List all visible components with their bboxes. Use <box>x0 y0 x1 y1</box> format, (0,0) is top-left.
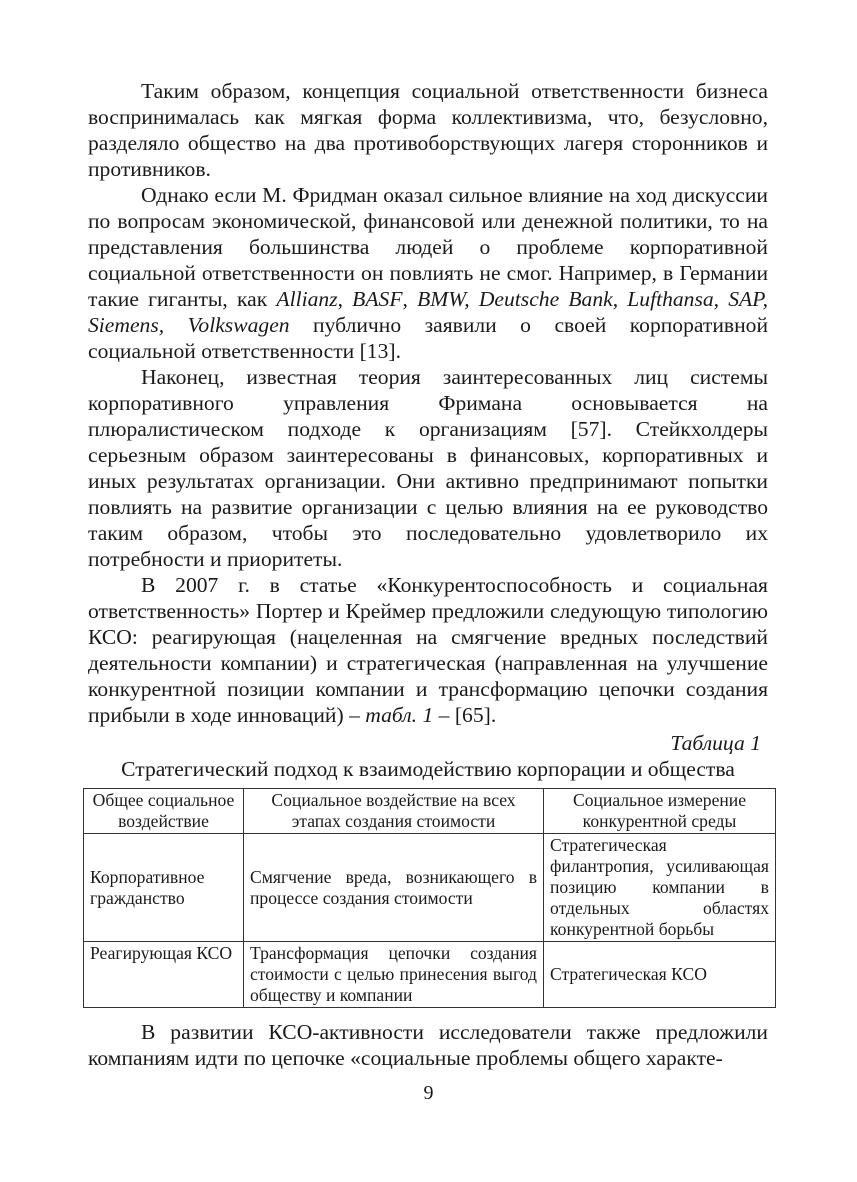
table-cell: Смягчение вреда, возникающего в процессе создания стоимости <box>244 834 544 942</box>
paragraph-3: Наконец, известная теория заинтересованных лиц системы корпоративного управления Фримана основывается на плюралистическом подходе к организациям [57]. Стейкхолдеры серьезным образом заинтересованы в финансовых, корпоративных и иных результатах организации. Они активно предпринимают попытки повлиять на развитие организации с целью влияния на ее руководство таким образом, чтобы это последовательно удовлетворило их потребности и приоритеты. <box>88 365 768 571</box>
table-caption: Таблица 1 <box>670 731 761 755</box>
company-list: BMW, Deutsche Bank, Lufthansa, SAP, Siemens, Volkswagen <box>88 287 769 337</box>
table-cell: Трансформация цепочки создания стоимости с целью принесения выгод обществу и компании <box>244 942 544 1008</box>
paragraph-2-text-end: публично заявили о своей корпоративной социальной ответственности [13]. <box>88 313 769 363</box>
paragraph-2-text-start: Однако если М. Фридман оказал сильное влияние на ход дискуссии по вопросам экономической, финансовой или денежной политики, то на представления большинства людей о проблеме корпоративной социальной ответственности он повлиять не смог. Например, в Германии такие гиганты, как <box>88 183 768 311</box>
page-body <box>88 78 768 1071</box>
paragraph-2 <box>88 182 768 364</box>
page-number: 9 <box>423 1082 434 1104</box>
table-title: Стратегический подход к взаимодействию корпорации и общества <box>121 757 735 781</box>
paragraph-5: В развитии КСО-активности исследователи также предложили компаниям идти по цепочке «социальные проблемы общего характе- <box>88 1020 768 1070</box>
company-allianz: Allianz <box>276 287 338 311</box>
table-cell: Реагирующая КСО <box>84 942 244 1008</box>
table-cell: Корпоративное гражданство <box>84 834 244 942</box>
table-row <box>84 834 776 942</box>
strategy-table <box>83 788 776 1008</box>
company-basf: BASF <box>352 287 403 311</box>
table-cell: Стратегическая филантропия, усиливающая позицию компании в отдельных областях конкурентной борьбы <box>544 834 776 942</box>
paragraph-4-text-end: – [65]. <box>433 703 497 727</box>
paragraph-4-text-start: В 2007 г. в статье «Конкурентоспособность и социальная ответственность» Портер и Креймер предложили следующую типологию КСО: реагирующая (нацеленная на смягчение вредных последствий деятельности компании) и стратегическая (направленная на улучшение конкурентной позиции компании и трансформацию цепочки создания прибыли в ходе инноваций) – <box>88 573 768 727</box>
paragraph-4 <box>88 572 768 728</box>
table-header-cell: Общее социальное воздействие <box>84 789 244 834</box>
separator: , <box>402 287 418 311</box>
table-row <box>84 942 776 1008</box>
table-header-cell: Социальное измерение конкурентной среды <box>544 789 776 834</box>
table-cell: Стратегическая КСО <box>544 942 776 1008</box>
table-reference: табл. 1 <box>365 703 434 727</box>
table-header-row <box>84 789 776 834</box>
table-header-cell: Социальное воздействие на всех этапах создания стоимости <box>244 789 544 834</box>
paragraph-1: Таким образом, концепция социальной ответственности бизнеса воспринималась как мягкая форма коллективизма, что, безусловно, разделяло общество на два противоборствующих лагеря сторонников и противников. <box>88 79 768 181</box>
separator: , <box>337 287 353 311</box>
